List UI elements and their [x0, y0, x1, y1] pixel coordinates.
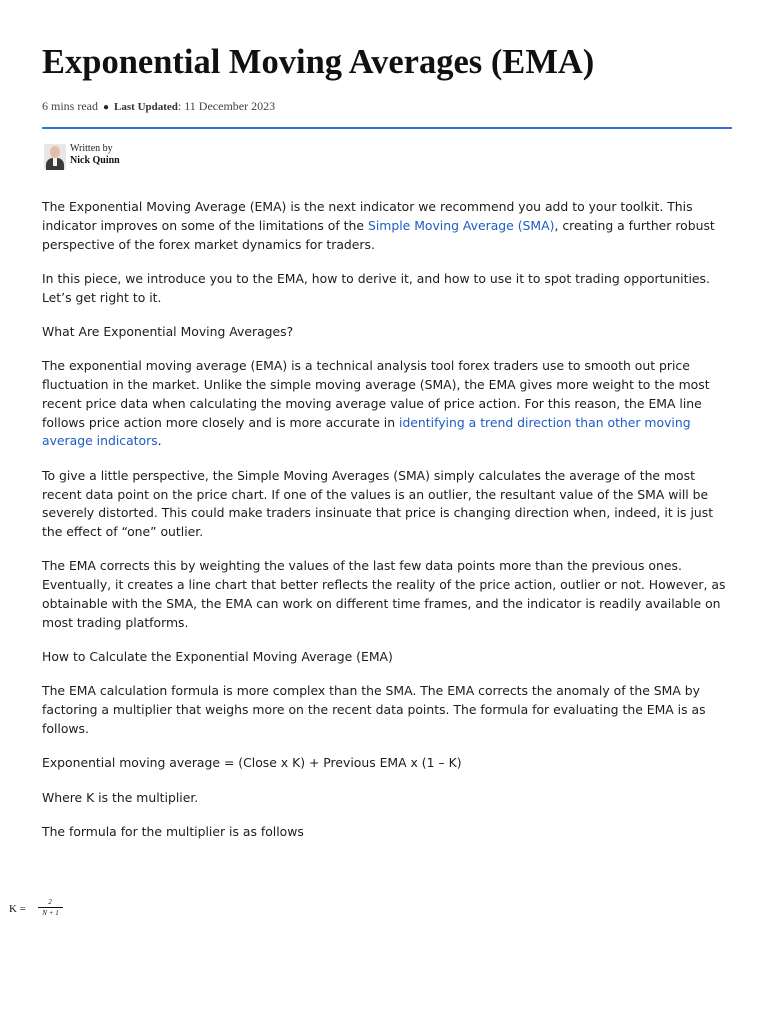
section-heading-what-are: What Are Exponential Moving Averages? — [42, 323, 294, 339]
paragraph-definition — [42, 357, 732, 451]
author-name[interactable]: Nick Quinn — [70, 155, 120, 166]
fraction-bar — [38, 907, 63, 908]
paragraph-multiplier: Where K is the multiplier. — [42, 789, 199, 805]
written-by-label: Written by — [70, 143, 113, 154]
last-updated-label: Last Updated — [114, 101, 178, 113]
section-heading-how-to-calculate: How to Calculate the Exponential Moving Average (EMA) — [42, 649, 393, 665]
intro-text: The Exponential Moving Average (EMA) is the next indicator we recommend you add to your toolkit. This indicator improves on some of the limitations of the — [42, 199, 693, 233]
definition-text: The exponential moving average (EMA) is a technical analysis tool forex traders use to smooth out price fluctuation in the market. Unlike the simple moving average (SMA), the EMA gives more weight to the most recent price data when calculating the moving average value of price action. For this reason, the EMA line follows price action more closely and is more accurate in — [42, 358, 710, 430]
paragraph-overview: In this piece, we introduce you to the EMA, how to derive it, and how to use it to spot trading opportunities. Let’s get right to it. — [42, 270, 710, 305]
paragraph-ema-corrects: The EMA corrects this by weighting the values of the last few data points more than the previous ones. Eventually, it creates a line chart that better reflects the reality of the price action, outlier or not. However, as obtainable with the SMA, the EMA can work on different time frames, and the indicator is readily available on most trading platforms. — [42, 558, 726, 630]
paragraph-sma-perspective: To give a little perspective, the Simple Moving Averages (SMA) simply calculates the average of the most recent data point on the price chart. If one of the values is an outlier, the resultant value of the SMA will be severely distorted. This could make traders insinuate that price is changing direction when, indeed, it is just the effect of “one” outlier. — [42, 467, 714, 540]
read-time: 6 mins read — [42, 99, 98, 113]
formula-lhs: K = — [9, 903, 26, 915]
author-avatar[interactable] — [44, 144, 66, 170]
paragraph-calculation: The EMA calculation formula is more complex than the SMA. The EMA corrects the anomaly of the SMA by factoring a multiplier that weighs more on the recent data points. The formula for evaluating the EMA is as follows. — [42, 683, 706, 737]
definition-text-end: . — [157, 433, 162, 449]
article-body — [42, 198, 732, 857]
article-meta — [42, 99, 275, 114]
last-updated-date: : 11 December 2023 — [177, 99, 276, 113]
paragraph-intro — [42, 198, 732, 254]
formula-numerator: 2 — [48, 898, 52, 906]
trend-direction-link[interactable]: identifying a trend direction than other moving average indicators — [42, 414, 691, 449]
bullet-separator-icon: ● — [103, 102, 110, 113]
sma-link[interactable]: Simple Moving Average (SMA) — [367, 217, 555, 233]
formula-denominator: N + 1 — [42, 909, 59, 917]
paragraph-multiplier-formula-intro: The formula for the multiplier is as follows — [42, 823, 304, 839]
intro-text-end: , creating a further robust perspective of the forex market dynamics for traders. — [42, 217, 715, 252]
multiplier-formula-image — [9, 898, 69, 920]
page-title: Exponential Moving Averages (EMA) — [42, 43, 595, 81]
header-divider — [42, 127, 732, 129]
ema-formula-text: Exponential moving average = (Close x K) + Previous EMA x (1 – K) — [42, 755, 462, 771]
